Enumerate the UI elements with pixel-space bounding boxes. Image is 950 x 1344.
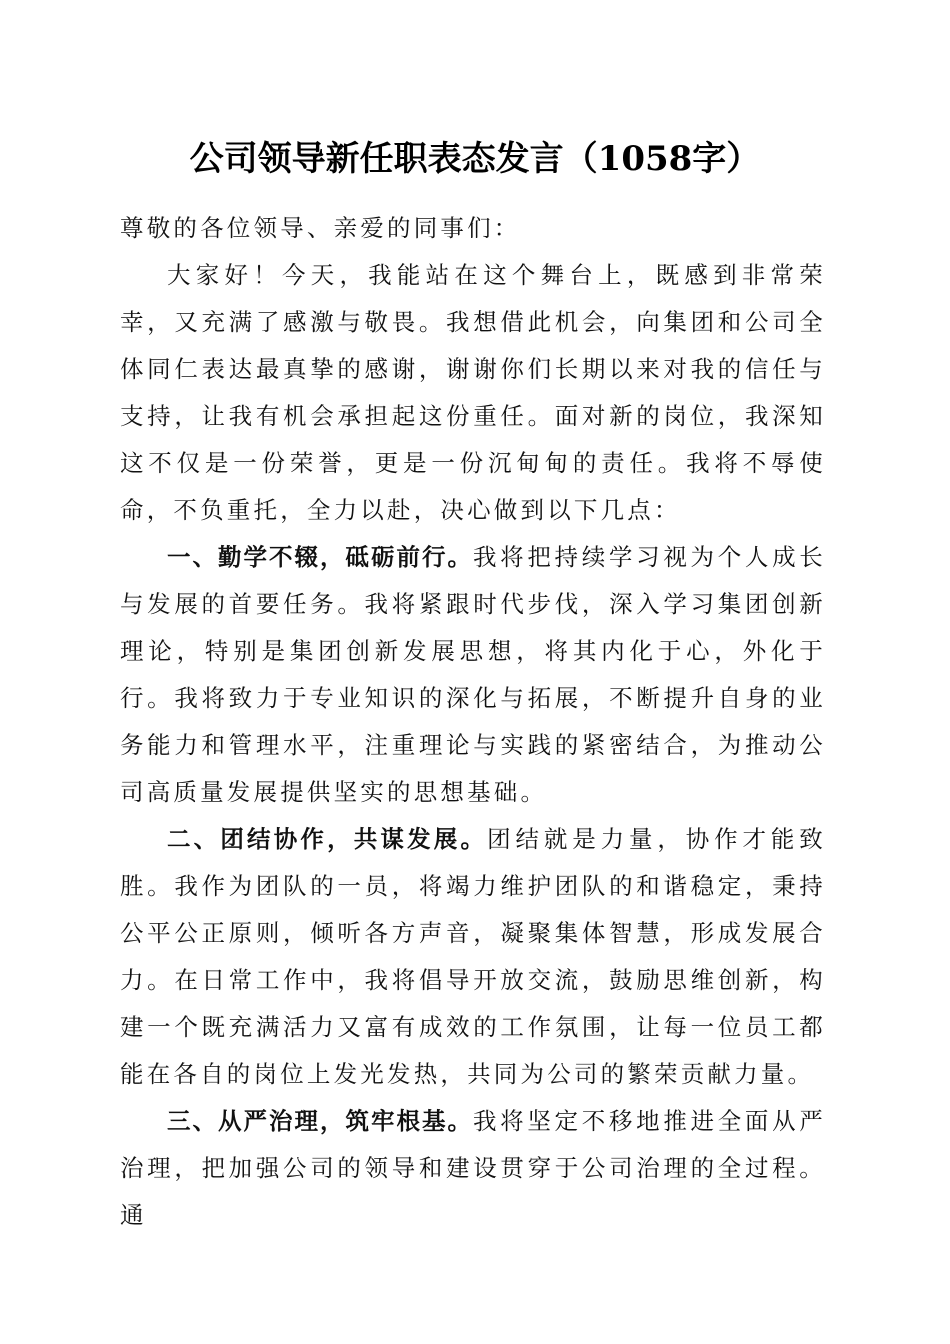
paragraph-point-1 [120,534,826,816]
paragraph-text: 大家好！今天，我能站在这个舞台上，既感到非常荣幸，又充满了感激与敬畏。我想借此机会，向集团和公司全体同仁表达最真挚的感谢，谢谢你们长期以来对我的信任与支持，让我有机会承担起这份重任。面对新的岗位，我深知这不仅是一份荣誉，更是一份沉甸甸的责任。我将不辱使命，不负重托，全力以赴，决心做到以下几点： [120,261,826,524]
point-heading: 二、团结协作，共谋发展。 [167,825,488,853]
document-title: 公司领导新任职表态发言（1058字） [189,139,761,179]
salutation: 尊敬的各位领导、亲爱的同事们： [120,214,521,242]
paragraph-intro [120,252,826,534]
paragraph-point-3 [120,1098,826,1239]
paragraph-text: 我将坚定不移地推进全面从严治理，把加强公司的领导和建设贯穿于公司治理的全过程。通 [120,1107,826,1229]
point-heading: 三、从严治理，筑牢根基。 [167,1107,473,1135]
paragraph-text: 团结就是力量，协作才能致胜。我作为团队的一员，将竭力维护团队的和谐稳定，秉持公平公正原则，倾听各方声音，凝聚集体智慧，形成发展合力。在日常工作中，我将倡导开放交流，鼓励思维创新，构建一个既充满活力又富有成效的工作氛围，让每一位员工都能在各自的岗位上发光发热，共同为公司的繁荣贡献力量。 [120,825,826,1088]
document-body [120,205,826,1239]
point-heading: 一、勤学不辍，砥砺前行。 [167,543,473,571]
paragraph-text: 我将把持续学习视为个人成长与发展的首要任务。我将紧跟时代步伐，深入学习集团创新理论，特别是集团创新发展思想，将其内化于心，外化于行。我将致力于专业知识的深化与拓展，不断提升自身的业务能力和管理水平，注重理论与实践的紧密结合，为推动公司高质量发展提供坚实的思想基础。 [120,543,826,806]
paragraph-point-2 [120,816,826,1098]
